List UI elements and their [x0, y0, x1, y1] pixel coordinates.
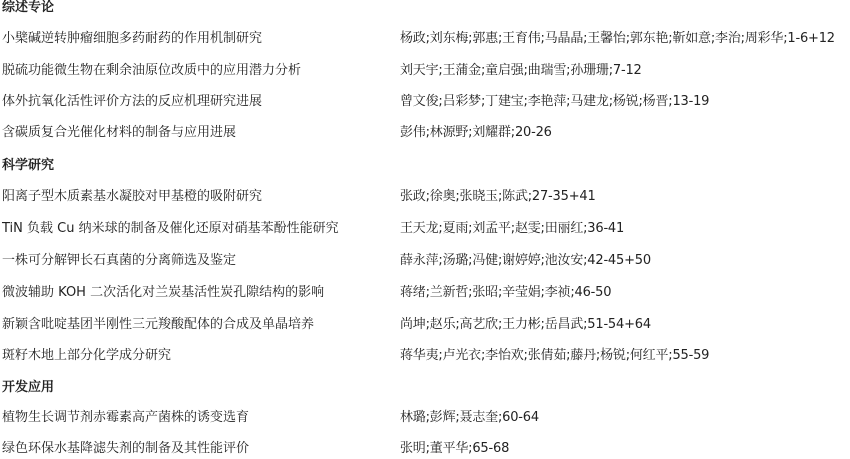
article-authors-pages: 蒋华夷;卢光衣;李怡欢;张倩茹;藤丹;杨锐;何红平;55-59: [400, 348, 710, 363]
article-authors-pages: 薛永萍;汤璐;冯健;谢婷婷;池汝安;42-45+50: [400, 253, 651, 268]
toc-entry[interactable]: [0, 315, 850, 335]
article-authors-pages: 张政;徐奥;张晓玉;陈武;27-35+41: [400, 189, 596, 204]
section-heading-development: 开发应用: [2, 380, 55, 395]
article-title[interactable]: 体外抗氧化活性评价方法的反应机理研究进展: [2, 94, 263, 109]
article-title[interactable]: 斑籽木地上部分化学成分研究: [2, 348, 172, 363]
toc-entry[interactable]: [0, 439, 850, 459]
article-title[interactable]: 微波辅助 KOH 二次活化对兰炭基活性炭孔隙结构的影响: [2, 285, 325, 300]
article-title[interactable]: 绿色环保水基降滤失剂的制备及其性能评价: [2, 441, 250, 456]
article-authors-pages: 曾文俊;吕彩梦;丁建宝;李艳萍;马建龙;杨锐;杨晋;13-19: [400, 94, 710, 109]
article-title[interactable]: 阳离子型木质素基水凝胶对甲基橙的吸附研究: [2, 189, 263, 204]
article-title[interactable]: 植物生长调节剂赤霉素高产菌株的诱变选育: [2, 410, 250, 425]
toc-entry[interactable]: [0, 408, 850, 428]
toc-entry[interactable]: [0, 92, 850, 112]
toc-entry[interactable]: [0, 346, 850, 366]
article-authors-pages: 彭伟;林源野;刘耀群;20-26: [400, 125, 552, 140]
article-authors-pages: 林璐;彭辉;聂志奎;60-64: [400, 410, 539, 425]
toc-entry[interactable]: [0, 123, 850, 143]
article-authors-pages: 刘天宇;王蒲金;童启强;曲瑞雪;孙珊珊;7-12: [400, 63, 642, 78]
toc-entry[interactable]: [0, 187, 850, 207]
article-title[interactable]: TiN 负载 Cu 纳米球的制备及催化还原对硝基苯酚性能研究: [2, 221, 339, 236]
article-title[interactable]: 一株可分解钾长石真菌的分离筛选及鉴定: [2, 253, 237, 268]
toc-entry[interactable]: [0, 61, 850, 81]
toc-entry[interactable]: [0, 219, 850, 239]
article-authors-pages: 蒋绪;兰新哲;张昭;辛莹娟;李祯;46-50: [400, 285, 612, 300]
article-authors-pages: 杨政;刘东梅;郭惠;王育伟;马晶晶;王馨怡;郭东艳;靳如意;李治;周彩华;1-6+12: [400, 31, 835, 46]
toc-entry[interactable]: [0, 283, 850, 303]
article-title[interactable]: 脱硫功能微生物在剩余油原位改质中的应用潜力分析: [2, 63, 302, 78]
toc-entry[interactable]: [0, 29, 850, 49]
article-title[interactable]: 含碳质复合光催化材料的制备与应用进展: [2, 125, 237, 140]
article-title[interactable]: 新颖含吡啶基团半刚性三元羧酸配体的合成及单晶培养: [2, 317, 315, 332]
article-title[interactable]: 小檗碱逆转肿瘤细胞多药耐药的作用机制研究: [2, 31, 263, 46]
article-authors-pages: 王天龙;夏雨;刘孟平;赵雯;田丽红;36-41: [400, 221, 625, 236]
article-authors-pages: 尚坤;赵乐;高艺欣;王力彬;岳昌武;51-54+64: [400, 317, 651, 332]
article-authors-pages: 张明;董平华;65-68: [400, 441, 510, 456]
toc-entry[interactable]: [0, 251, 850, 271]
section-heading-research: 科学研究: [2, 158, 55, 173]
section-heading-review: 综述专论: [2, 0, 55, 15]
